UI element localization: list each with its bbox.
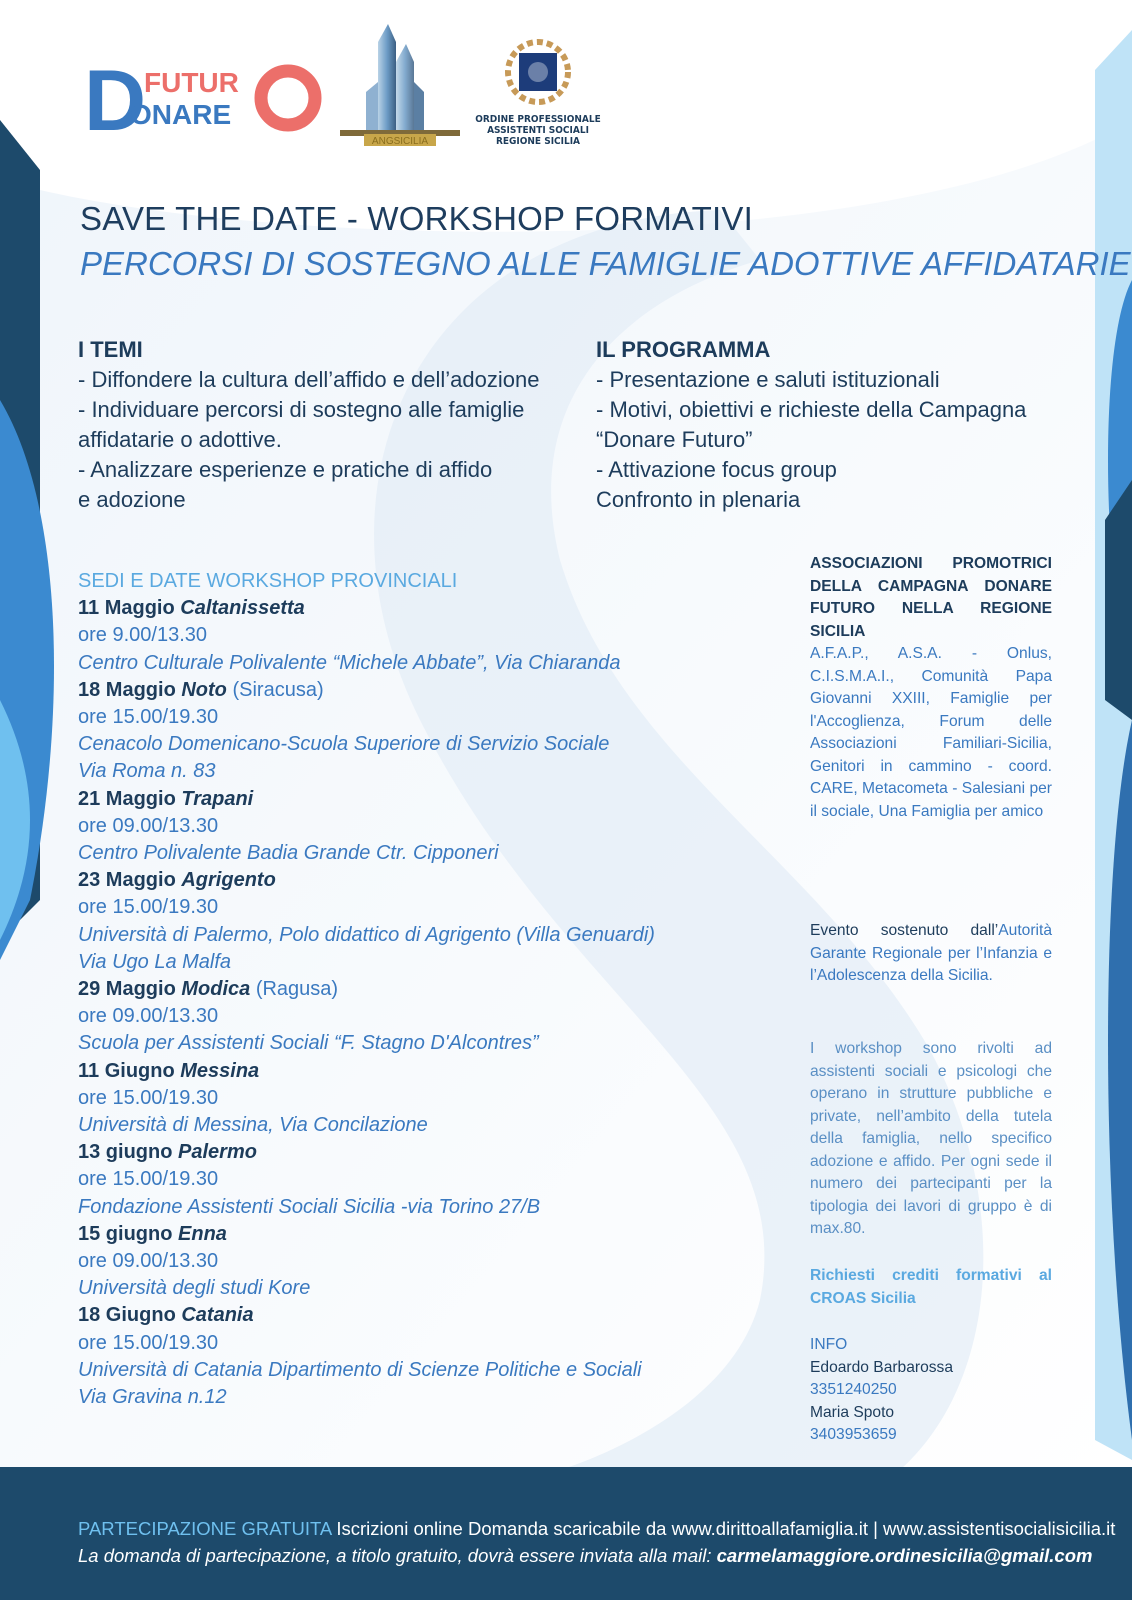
event-date: 18 Maggio [78,678,176,701]
event-date: 18 Giugno [78,1304,176,1327]
event-date-line [78,1139,758,1166]
event-date: 21 Maggio [78,787,176,810]
event-place: Cenacolo Domenicano-Scuola Superiore di Servizio Sociale [78,733,610,756]
crediti-note: Richiesti crediti formativi al CROAS Sicilia [810,1267,1052,1307]
event-time: ore 15.00/19.30 [78,706,219,729]
event-date-line [78,1221,758,1248]
programma-line: - Presentazione e saluti istituzionali [596,367,940,392]
event-city: Messina [180,1059,260,1082]
evento-prefix: Evento sostenuto dall’ [810,922,999,939]
event-place: Università degli studi Kore [78,1277,311,1300]
event-place: Centro Culturale Polivalente “Michele Abbate”, Via Chiaranda [78,651,621,674]
event-date-line [78,595,758,622]
sedi-heading: SEDI E DATE WORKSHOP PROVINCIALI [78,570,458,592]
event-date: 15 giugno [78,1222,173,1245]
footer-highlight: PARTECIPAZIONE GRATUITA [78,1518,332,1539]
sedi-section [78,568,758,1411]
programma-section [596,335,1076,515]
event-city: Caltanissetta [180,597,305,620]
event-time: ore 09.00/13.30 [78,1250,219,1273]
event-place: Università di Catania Dipartimento di Scienze Politiche e Sociali [78,1358,642,1381]
temi-line: affidatarie o adottive. [78,427,282,452]
evento-highlight: Autorità Garante Regionale per l’Infanzia e l’Adolescenza della Sicilia. [810,922,1052,984]
event-city: Noto [181,678,227,701]
event-city: Trapani [181,787,254,810]
info-section [810,1334,1052,1447]
event-date-line [78,976,758,1003]
event-time: ore 15.00/19.30 [78,1331,219,1354]
footer-domanda[interactable]: Domanda scaricabile da www.dirittoallafamiglia.it | www.assistentisocialisicilia.it [467,1518,1116,1539]
event-time: ore 15.00/19.30 [78,1086,219,1109]
event-date-line [78,1302,758,1329]
event-city: Catania [181,1304,254,1327]
footer-line-1 [78,1518,1115,1540]
event-place: Università di Messina, Via Concilazione [78,1114,428,1137]
logo-futuro: FUTUR [144,67,239,98]
event-time: ore 15.00/19.30 [78,896,219,919]
event-date-line [78,677,758,704]
event-province: (Siracusa) [232,678,324,701]
event-place: Via Ugo La Malfa [78,950,232,973]
event-time: ore 9.00/13.30 [78,624,207,647]
event-time: ore 09.00/13.30 [78,814,219,837]
footer-line-2 [78,1545,1092,1567]
event-date-line [78,1058,758,1085]
event-list [78,595,758,1411]
evento-section [810,920,1052,988]
page-subtitle: PERCORSI DI SOSTEGNO ALLE FAMIGLIE ADOTTIVE AFFIDATARIE [80,245,1131,282]
programma-line: - Motivi, obiettivi e richieste della Campagna [596,397,1027,422]
contact-phone: 3403953659 [810,1426,897,1443]
temi-section [78,335,578,515]
footer-line2-text: La domanda di partecipazione, a titolo gratuito, dovrà essere inviata alla mail: [78,1545,717,1566]
ordine-text [458,114,618,147]
event-city: Enna [178,1222,227,1245]
donare-futuro-logo [84,58,334,138]
info-label: INFO [810,1336,848,1353]
event-time: ore 09.00/13.30 [78,1005,219,1028]
ordine-line-2: ASSISTENTI SOCIALI [487,125,589,136]
ordine-logo [458,36,618,156]
event-place: Via Roma n. 83 [78,760,216,783]
contact-name: Maria Spoto [810,1403,895,1421]
event-place: Centro Polivalente Badia Grande Ctr. Cipponeri [78,842,499,865]
event-place: Scuola per Assistenti Sociali “F. Stagno D'Alcontres” [78,1032,539,1055]
event-date: 13 giugno [78,1141,173,1164]
workshop-note: I workshop sono rivolti ad assistenti sociali e psicologi che operano in strutture pubbliche e private, nell’ambito della tutela della famiglia, nello specifico adozione e affido. Per ogni sede il numero dei partecipanti per la tipologia dei lavori di gruppo è di max.80. [810,1040,1052,1237]
logo-o [261,71,315,125]
tower-logo [340,22,460,157]
event-date-line [78,786,758,813]
temi-heading: I TEMI [78,337,143,362]
temi-line: - Diffondere la cultura dell’affido e dell’adozione [78,367,540,392]
associazioni-heading: ASSOCIAZIONI PROMOTRICI DELLA CAMPAGNA DONARE FUTURO NELLA REGIONE SICILIA [810,555,1052,640]
event-date: 11 Maggio [78,597,175,620]
event-date-line [78,867,758,894]
logo-onare: ONARE [130,99,232,130]
footer-iscrizioni: Iscrizioni online [331,1518,468,1539]
programma-line: - Attivazione focus group [596,457,837,482]
event-city: Palermo [178,1141,257,1164]
contact-phone: 3351240250 [810,1381,897,1398]
programma-line: “Donare Futuro” [596,427,753,452]
page-title: SAVE THE DATE - WORKSHOP FORMATIVI [80,200,753,237]
tower-caption: ANGSICILIA [371,136,429,147]
logo-d: D [84,58,147,138]
ordine-emblem [458,36,618,112]
contact-name: Edoardo Barbarossa [810,1358,954,1376]
footer-email[interactable]: carmelamaggiore.ordinesicilia@gmail.com [716,1545,1093,1566]
temi-line: - Analizzare esperienze e pratiche di affido [78,457,493,482]
event-date: 23 Maggio [78,869,176,892]
event-place: Fondazione Assistenti Sociali Sicilia -via Torino 27/B [78,1195,541,1218]
event-place: Via Gravina n.12 [78,1386,227,1409]
associazioni-body: A.F.A.P., A.S.A. - Onlus, C.I.S.M.A.I., Comunità Papa Giovanni XXIII, Famiglie per l'Accoglienza, Forum delle Associazioni Familiari-Sicilia, Genitori in cammino - coord. CARE, Metacometa - Salesiani per il sociale, Una Famiglia per amico [810,645,1052,820]
event-time: ore 15.00/19.30 [78,1168,219,1191]
temi-line: e adozione [78,487,186,512]
temi-line: - Individuare percorsi di sostegno alle famiglie [78,397,525,422]
ordine-line-3: REGIONE SICILIA [495,136,581,147]
event-date: 29 Maggio [78,978,176,1001]
event-province: (Ragusa) [255,978,339,1001]
programma-heading: IL PROGRAMMA [596,337,771,362]
associazioni-section [810,553,1052,823]
ordine-line-1: ORDINE PROFESSIONALE [475,114,601,125]
event-date: 11 Giugno [78,1059,175,1082]
event-place: Università di Palermo, Polo didattico di Agrigento (Villa Genuardi) [78,923,655,946]
programma-line: Confronto in plenaria [596,487,801,512]
event-city: Modica [181,978,251,1001]
event-city: Agrigento [181,869,276,892]
